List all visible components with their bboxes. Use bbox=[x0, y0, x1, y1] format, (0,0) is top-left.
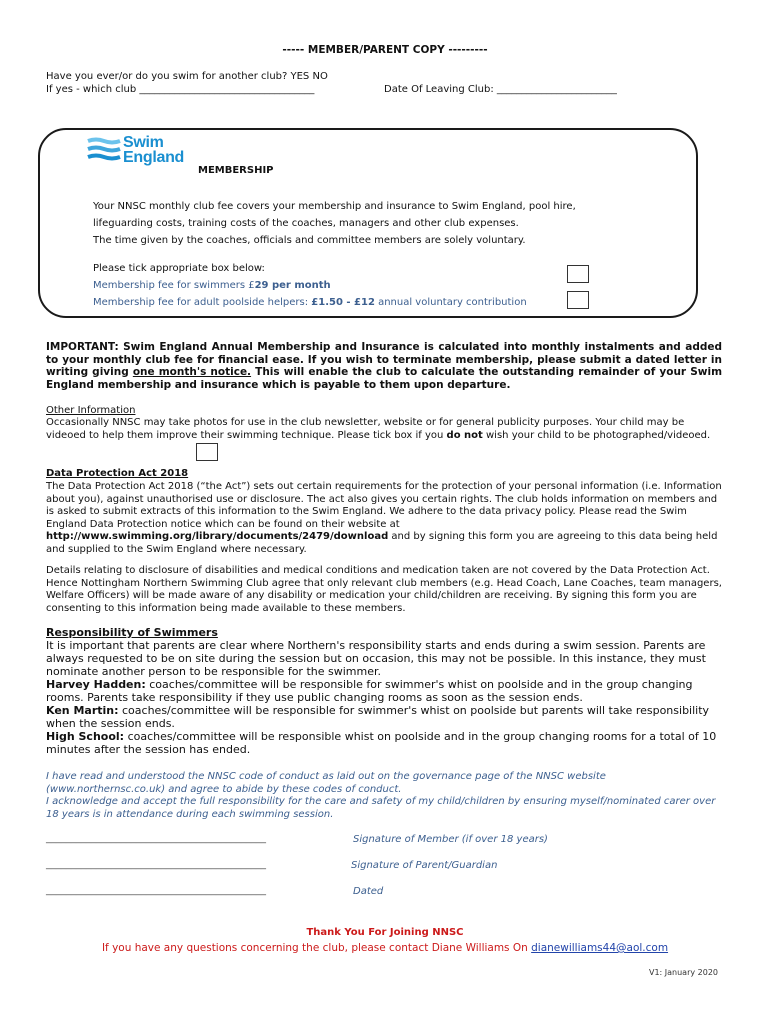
which-club-field[interactable]: If yes - which club ___________________________________ bbox=[46, 84, 315, 95]
high-school-rule: High School: coaches/committee will be responsible whist on poolside and in the group changing rooms for a total of 10 minutes after the session has ended. bbox=[46, 730, 717, 756]
thank-you-message: Thank You For Joining NNSC bbox=[306, 927, 464, 938]
date-label: Dated bbox=[353, 886, 384, 897]
photo-optout-checkbox[interactable] bbox=[196, 443, 218, 461]
tick-prompt: Please tick appropriate box below: bbox=[93, 263, 265, 274]
membership-line-2: lifeguarding costs, training costs of the coaches, managers and other club expenses. bbox=[93, 218, 519, 229]
data-protection-link: http://www.swimming.org/library/documents/2479/download bbox=[46, 531, 389, 542]
page-title: ----- MEMBER/PARENT COPY --------- bbox=[282, 44, 488, 56]
medical-disclosure-text: Details relating to disclosure of disabilities and medical conditions and medication taken are not covered by the Data Protection Act. Hence Nottingham Northern Swimming Club agree that only relevant club members (e.g. Head Coach, Lane Coaches, team managers, Welfare Officers) will be made aware of any disability or medication your child/children are receiving. By signing this form you are consenting to this information being made available to these members. bbox=[46, 565, 722, 614]
option-swimmers: Membership fee for swimmers £29 per month bbox=[93, 280, 331, 291]
harvey-hadden-rule: Harvey Hadden: coaches/committee will be responsible for swimmer's whist on poolside and in the group changing rooms. Parents take responsibility if they use public changing rooms as soon as the session ends. bbox=[46, 678, 693, 704]
date-signature-line[interactable]: ____________________________________________ bbox=[46, 885, 266, 896]
code-of-conduct-declaration: I have read and understood the NNSC code of conduct as laid out on the governance page of the NNSC website (www.northernsc.co.uk) and agree to abide by these codes of conduct. bbox=[46, 771, 606, 795]
swim-england-logo: Swim England bbox=[123, 134, 185, 166]
swim-england-wave-icon bbox=[86, 137, 122, 167]
swimmer-fee-checkbox[interactable] bbox=[567, 265, 589, 283]
ken-martin-rule: Ken Martin: coaches/committee will be responsible for swimmer's whist on poolside but parents will take responsibility when the session ends. bbox=[46, 704, 710, 730]
parent-signature-line[interactable]: ____________________________________________ bbox=[46, 859, 266, 870]
responsibility-intro: It is important that parents are clear where Northern's responsibility starts and ends during a swim session. Parents are always requested to be on site during the session but on occasion, this may not be possible. In this instance, they must nominate another person to be responsible for the swimmer. bbox=[46, 639, 706, 678]
membership-line-3: The time given by the coaches, officials and committee members are solely voluntary. bbox=[93, 235, 526, 246]
member-signature-label: Signature of Member (if over 18 years) bbox=[353, 834, 548, 845]
important-notice: IMPORTANT: Swim England Annual Membership and Insurance is calculated into monthly instalments and added to your monthly club fee for financial ease. If you wish to terminate membership, please submit a dated letter in writing giving one month's notice. This will enable the club to calculate the outstanding remainder of your Swim England membership and insurance which is payable to them upon departure. bbox=[46, 341, 723, 391]
helper-fee-checkbox[interactable] bbox=[567, 291, 589, 309]
data-protection-heading: Data Protection Act 2018 bbox=[46, 468, 189, 479]
contact-email-link[interactable]: dianewilliams44@aol.com bbox=[531, 942, 669, 954]
membership-heading: MEMBERSHIP bbox=[198, 165, 274, 176]
member-signature-line[interactable]: ____________________________________________ bbox=[46, 833, 266, 844]
responsibility-declaration: I acknowledge and accept the full responsibility for the care and safety of my child/children by ensuring myself/nominated carer over 18 years is in attendance during each swimming session. bbox=[46, 796, 716, 820]
other-club-question: Have you ever/or do you swim for another club? YES NO bbox=[46, 71, 328, 82]
date-leaving-field[interactable]: Date Of Leaving Club: ________________________ bbox=[384, 84, 617, 95]
photo-consent-text: Occasionally NNSC may take photos for use in the club newsletter, website or for general publicity purposes. Your child may be videoed to help them improve their swimming technique. Please tick box if you do not wish your child to be photographed/videoed. bbox=[46, 417, 711, 441]
option-helpers: Membership fee for adult poolside helpers: £1.50 - £12 annual voluntary contribution bbox=[93, 297, 527, 308]
other-info-heading: Other Information bbox=[46, 405, 136, 416]
contact-line: If you have any questions concerning the club, please contact Diane Williams On dianewilliams44@aol.com bbox=[101, 942, 669, 954]
parent-signature-label: Signature of Parent/Guardian bbox=[351, 860, 498, 871]
responsibility-heading: Responsibility of Swimmers bbox=[46, 626, 218, 639]
data-protection-text: The Data Protection Act 2018 (“the Act”) sets out certain requirements for the protection of your personal information (i.e. Information about you), against unauthorised use or disclosure. The act also gives you certain rights. The club holds information on members and is asked to submit extracts of this information to the Swim England. We adhere to the data privacy policy. Please read the Swim England Data Protection notice which can be found on their website at http://www.swimming.org/library/documents/2479/download and by signing this form you are agreeing to this data being held and supplied to the Swim England where necessary. bbox=[46, 481, 722, 555]
version-label: V1: January 2020 bbox=[648, 968, 718, 977]
membership-line-1: Your NNSC monthly club fee covers your membership and insurance to Swim England, pool hire, bbox=[93, 201, 576, 212]
